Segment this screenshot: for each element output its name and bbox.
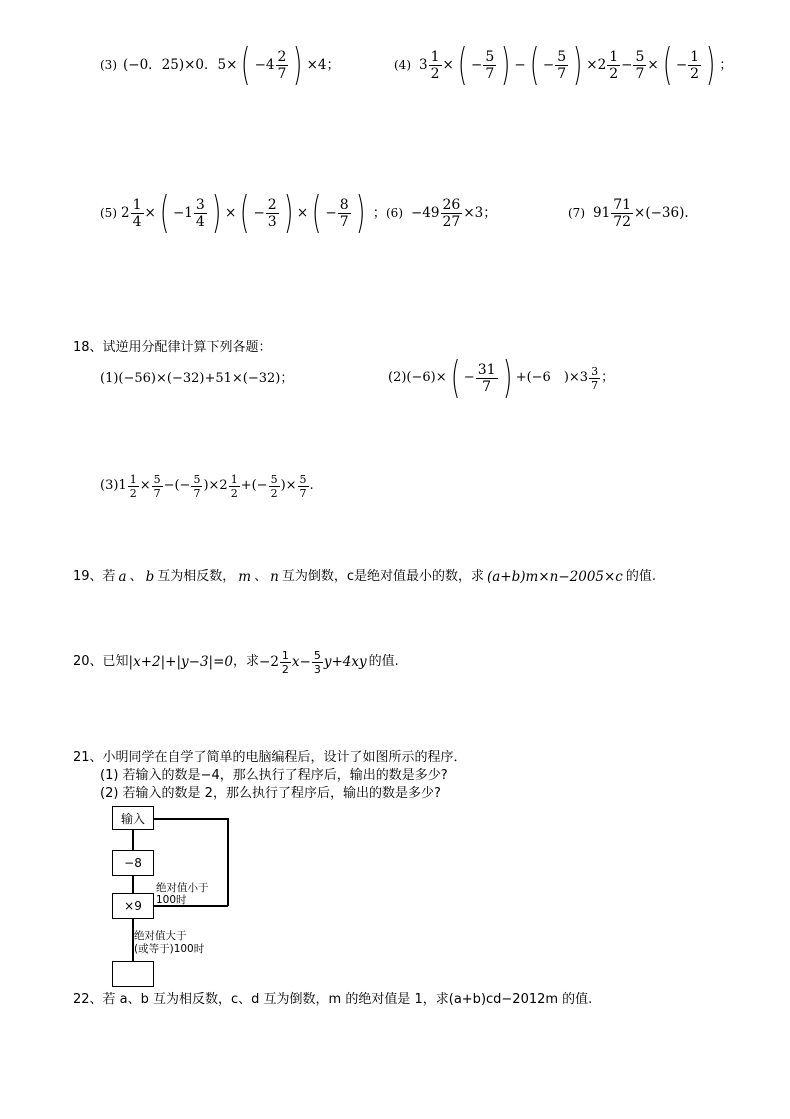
- mixed-whole: 3: [419, 57, 428, 73]
- right-paren: ): [502, 352, 512, 403]
- left-paren: (: [241, 39, 251, 90]
- problem-17-3: [100, 39, 340, 90]
- fraction: $\frac{1}{2}$: [430, 48, 440, 82]
- operator: −: [514, 57, 526, 73]
- question-19: [73, 568, 656, 586]
- expression: +(−6 )×3: [515, 370, 589, 385]
- expression-tail: ×4；: [306, 57, 340, 73]
- right-paren: ): [283, 187, 294, 238]
- minus-sign: −: [463, 370, 475, 385]
- operator: ×: [442, 57, 454, 73]
- variable: b: [145, 569, 155, 585]
- problem-18-3: [100, 468, 314, 504]
- fraction: $\frac{5}{7}$: [299, 472, 307, 500]
- expression: )×: [280, 478, 297, 493]
- question-text: 、: [129, 569, 143, 584]
- variable: m: [238, 569, 252, 585]
- problem-label: (4): [394, 58, 411, 72]
- flow-loop-label-2: 100时: [156, 894, 187, 906]
- right-paren: ): [293, 39, 303, 90]
- problem-17-4: [394, 39, 733, 90]
- expression: −2: [259, 654, 279, 670]
- fraction: $\frac{5}{2}$: [270, 472, 278, 500]
- operator: ×: [296, 205, 309, 221]
- left-paren: (: [662, 39, 672, 90]
- flow-loop-line: [227, 818, 229, 906]
- question-text: 互为相反数，: [157, 569, 236, 584]
- fraction: $\frac{3}{7}$: [591, 364, 599, 392]
- problem-label: (3): [100, 58, 117, 72]
- expression-tail: ；: [719, 57, 733, 73]
- mixed-whole: 2: [121, 205, 130, 221]
- expression-tail: ×(−36).: [634, 205, 689, 221]
- variable: a: [118, 569, 127, 585]
- expression: )×2: [203, 478, 228, 493]
- problem-18-1: (1)(−56)×(−32)+51×(−32)；: [100, 371, 294, 386]
- problem-18-2: [388, 352, 615, 403]
- flow-connector: [132, 876, 134, 893]
- question-text: ，求: [233, 654, 260, 669]
- fraction: $\frac{1}{2}$: [609, 48, 619, 82]
- flow-times9-box: ×9: [112, 893, 154, 919]
- operator: −: [621, 57, 633, 73]
- mixed-whole: −49: [411, 205, 440, 221]
- expression-tail: ；: [372, 205, 387, 221]
- condition-expression: |x+2|+|y−3|=0: [128, 654, 233, 670]
- fraction: $\frac{2}{3}$: [267, 196, 277, 230]
- fraction: $\frac{1}{2}$: [690, 48, 700, 82]
- fraction: $\frac{5}{7}$: [557, 48, 567, 82]
- flow-loop-line: [154, 818, 228, 820]
- expression: (a+b)m×n−2005×c: [486, 569, 623, 585]
- fraction: $\frac{5}{3}$: [313, 648, 321, 676]
- left-paren: (: [240, 187, 250, 238]
- right-paren: ): [211, 187, 222, 238]
- expression: −(−: [163, 478, 191, 493]
- question-18-title: 18、试逆用分配律计算下列各题：: [73, 340, 272, 355]
- expression-tail: ×3；: [463, 205, 497, 221]
- flow-out-label-2: (或等于)100时: [134, 943, 205, 955]
- fraction: $\frac{5}{7}$: [193, 472, 201, 500]
- minus-sign: −: [675, 57, 688, 73]
- right-paren: ): [572, 39, 583, 90]
- left-paren: (: [159, 187, 170, 238]
- mixed-whole: 91: [593, 205, 611, 221]
- operator: ×: [144, 205, 156, 221]
- mixed-whole: −1: [173, 205, 193, 221]
- variable: n: [270, 569, 279, 585]
- question-20: [73, 644, 399, 680]
- minus-sign: −: [542, 57, 555, 73]
- left-paren: (: [312, 187, 322, 238]
- problem-17-7: [568, 190, 689, 236]
- left-paren: (: [450, 352, 460, 403]
- fraction: $\frac{2}{7}$: [277, 48, 287, 82]
- right-paren: ): [705, 39, 716, 90]
- expression: (−0．25)×0．5×: [123, 57, 238, 73]
- right-paren: ): [501, 39, 511, 90]
- operator: ×: [225, 205, 237, 221]
- question-text: 互为倒数，c是绝对值最小的数，求: [281, 569, 484, 584]
- problem-label: (7): [568, 206, 585, 220]
- fraction: $\frac{5}{7}$: [485, 48, 495, 82]
- flow-connector: [132, 830, 134, 850]
- expression: x−: [291, 654, 311, 670]
- fraction: $\frac{1}{4}$: [132, 196, 142, 230]
- flow-minus8-box: −8: [112, 850, 154, 876]
- minus-sign: −: [471, 57, 483, 73]
- operator: ×: [139, 478, 151, 493]
- problem-label: (5): [100, 206, 117, 220]
- expression: (2)(−6)×: [388, 370, 447, 385]
- flow-output-box: [112, 961, 154, 987]
- mixed-whole: 2: [597, 57, 607, 73]
- operator: ×: [586, 57, 598, 73]
- fraction: $\frac{8}{7}$: [339, 196, 349, 230]
- question-21-sub-2: (2) 若输入的数是 2，那么执行了程序后，输出的数是多少?: [100, 786, 441, 801]
- question-22: 22、若 a、b 互为相反数，c、d 互为倒数，m 的绝对值是 1，求(a+b)cd−2012m 的值.: [73, 992, 593, 1007]
- fraction: $\frac{1}{2}$: [129, 472, 137, 500]
- fraction: $\frac{31}{7}$: [477, 361, 496, 395]
- left-paren: (: [529, 39, 540, 90]
- minus-sign: −: [325, 205, 337, 221]
- minus-sign: −: [253, 205, 265, 221]
- flow-loop-label-1: 绝对值小于: [156, 882, 209, 894]
- fraction: $\frac{5}{7}$: [153, 472, 161, 500]
- problem-17-6: [386, 190, 497, 236]
- expression: y+4xy: [323, 654, 367, 670]
- expression: (3)1: [100, 478, 127, 493]
- expression-tail: ；: [601, 370, 615, 385]
- problem-label: (6): [386, 206, 403, 220]
- expression: +(−: [240, 478, 268, 493]
- problem-17-5: [100, 187, 387, 238]
- question-21-sub-1: (1) 若输入的数是−4，那么执行了程序后，输出的数是多少?: [100, 768, 448, 783]
- fraction: $\frac{3}{4}$: [195, 196, 205, 230]
- expression-tail: .: [309, 478, 314, 493]
- question-21-title: 21、小明同学在自学了简单的电脑编程后，设计了如图所示的程序．: [73, 750, 467, 765]
- operator: ×: [647, 57, 659, 73]
- flow-input-box: 输入: [112, 806, 154, 830]
- mixed-whole: −4: [254, 57, 275, 73]
- question-text: 的值.: [625, 569, 657, 584]
- flow-out-label-1: 绝对值大于: [134, 930, 187, 942]
- question-text: 、: [254, 569, 268, 584]
- question-text: 20、已知: [73, 654, 129, 669]
- fraction: $\frac{5}{7}$: [635, 48, 645, 82]
- right-paren: ): [355, 187, 365, 238]
- fraction: $\frac{26}{27}$: [442, 196, 461, 230]
- left-paren: (: [457, 39, 468, 90]
- fraction: $\frac{1}{2}$: [230, 472, 238, 500]
- fraction: $\frac{1}{2}$: [281, 648, 289, 676]
- fraction: $\frac{71}{72}$: [613, 196, 632, 230]
- question-text: 19、若: [73, 569, 116, 584]
- question-text: 的值.: [368, 654, 399, 669]
